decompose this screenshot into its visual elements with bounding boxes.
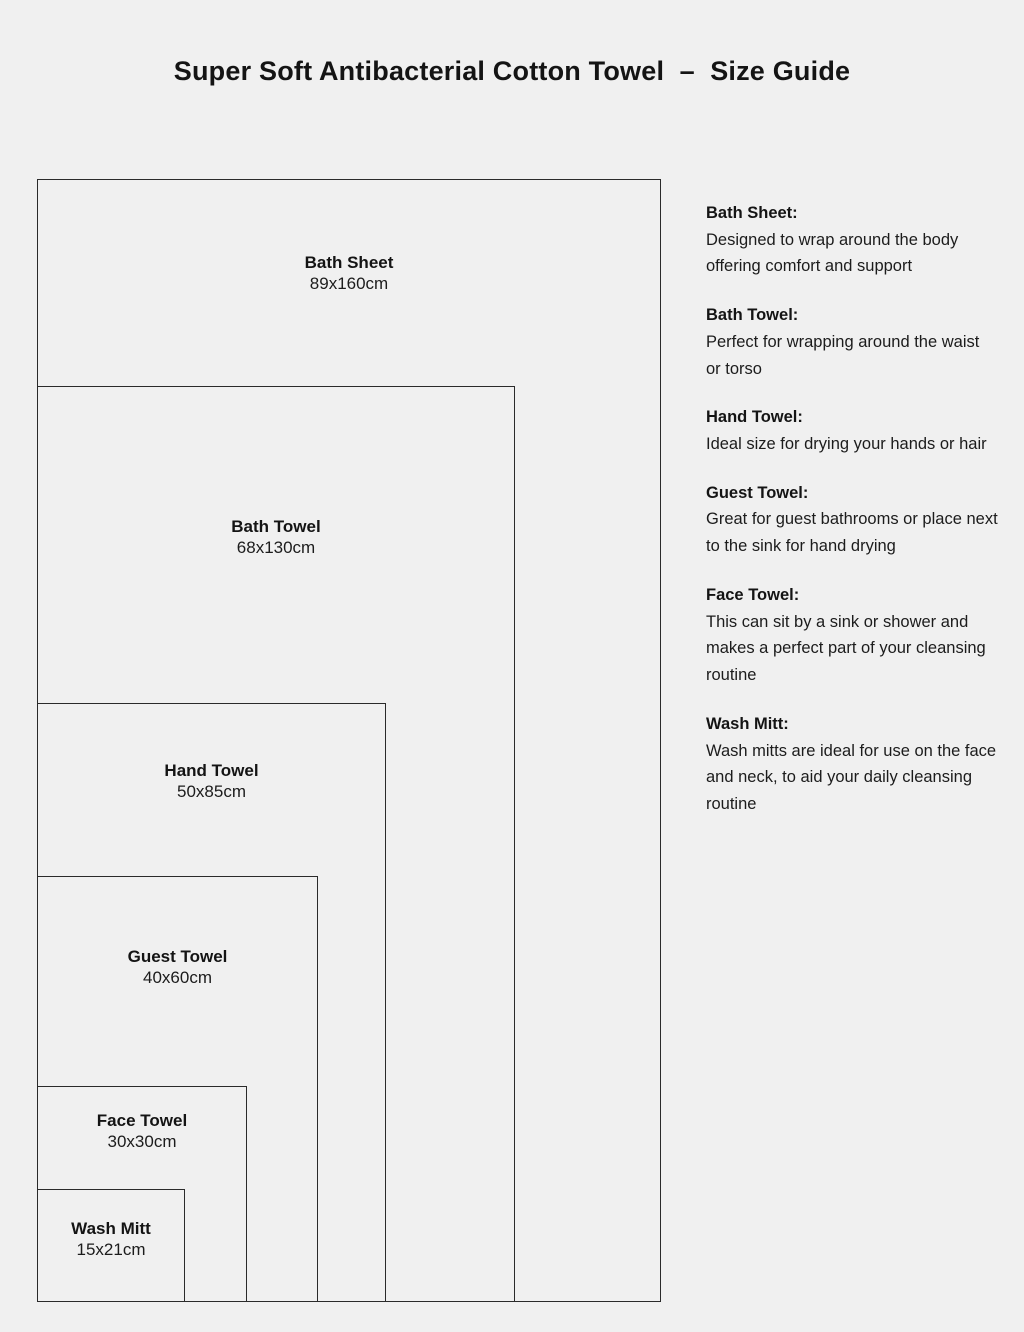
- towel-dims-face-towel: 30x30cm: [107, 1132, 177, 1152]
- towel-label-hand-towel: [37, 760, 386, 802]
- towel-label-face-towel: [37, 1110, 247, 1152]
- towel-dims-guest-towel: 40x60cm: [143, 968, 212, 988]
- description-term-bath-towel: Bath Towel:: [706, 306, 799, 325]
- description-term-bath-sheet: Bath Sheet:: [706, 204, 798, 222]
- towel-name-wash-mitt: Wash Mitt: [71, 1219, 151, 1238]
- description-wash-mitt: [706, 711, 998, 818]
- towel-name-guest-towel: Guest Towel: [127, 947, 228, 966]
- towel-label-guest-towel: [37, 946, 318, 988]
- description-term-guest-towel: Guest Towel:: [706, 483, 809, 502]
- towel-label-bath-towel: [37, 516, 515, 558]
- towel-dims-wash-mitt: 15x21cm: [76, 1240, 146, 1260]
- towel-dims-hand-towel: 50x85cm: [177, 782, 246, 802]
- description-text-wash-mitt: Wash mitts are ideal for use on the face and neck, to aid your daily cleansing routine: [706, 741, 997, 813]
- description-face-towel: [706, 582, 998, 689]
- page-title: Super Soft Antibacterial Cotton Towel – Size Guide: [173, 56, 851, 86]
- towel-name-hand-towel: Hand Towel: [164, 761, 259, 780]
- towel-name-bath-towel: Bath Towel: [231, 517, 321, 536]
- towel-dims-bath-sheet: 89x160cm: [309, 274, 389, 294]
- description-text-bath-sheet: Designed to wrap around the body offering comfort and support: [706, 230, 959, 276]
- description-term-hand-towel: Hand Towel:: [706, 408, 803, 427]
- description-text-face-towel: This can sit by a sink or shower and makes a perfect part of your cleansing routine: [706, 612, 986, 685]
- description-text-bath-towel: Perfect for wrapping around the waist or torso: [706, 332, 980, 378]
- description-term-wash-mitt: Wash Mitt:: [706, 714, 789, 733]
- towel-label-bath-sheet: [37, 252, 661, 294]
- towel-name-bath-sheet: Bath Sheet: [304, 253, 394, 272]
- description-term-face-towel: Face Towel:: [706, 585, 800, 604]
- description-bath-towel: [706, 302, 998, 382]
- towel-label-wash-mitt: [37, 1218, 185, 1260]
- description-list: [706, 200, 998, 840]
- description-bath-sheet: [706, 200, 998, 280]
- description-guest-towel: [706, 480, 998, 560]
- description-text-guest-towel: Great for guest bathrooms or place next to the sink for hand drying: [706, 510, 998, 556]
- description-hand-towel: [706, 404, 998, 457]
- description-text-hand-towel: Ideal size for drying your hands or hair: [706, 435, 987, 454]
- towel-dims-bath-towel: 68x130cm: [236, 538, 316, 558]
- towel-name-face-towel: Face Towel: [96, 1111, 188, 1130]
